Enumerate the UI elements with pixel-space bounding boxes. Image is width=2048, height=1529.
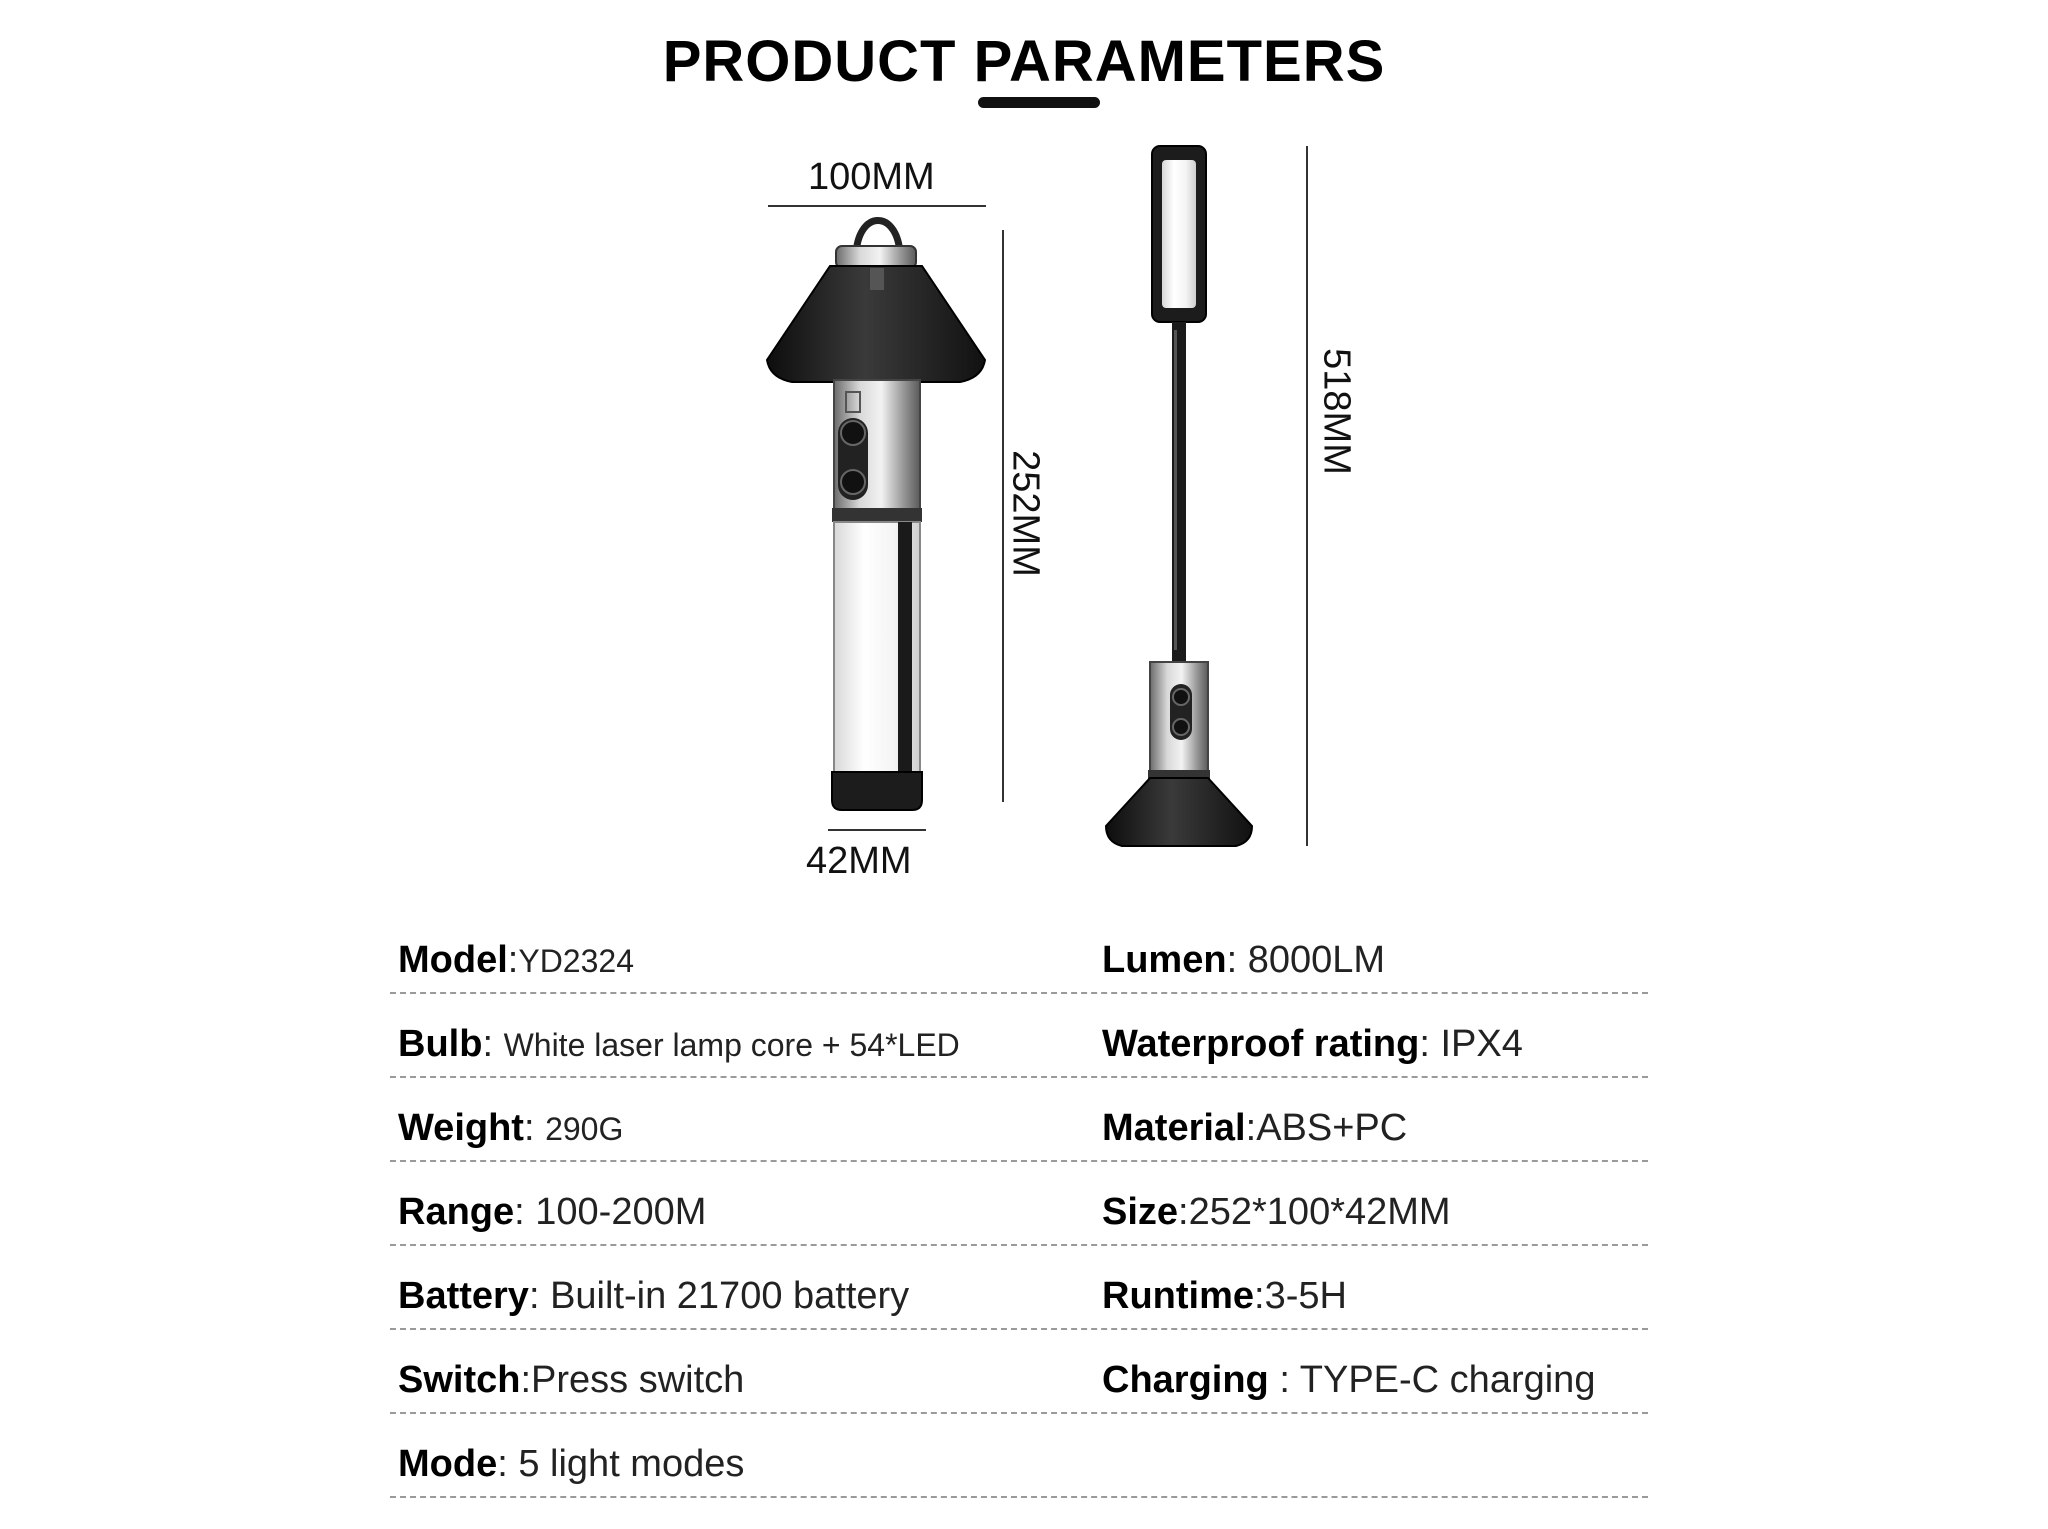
spec-value: 8000LM bbox=[1247, 939, 1386, 981]
spec-item bbox=[398, 1359, 744, 1402]
spec-table bbox=[390, 910, 1648, 1498]
spec-value: White laser lamp core + 54*LED bbox=[503, 1027, 960, 1063]
spec-label: Switch bbox=[398, 1359, 521, 1401]
spec-label: Material bbox=[1102, 1107, 1246, 1149]
spec-row bbox=[390, 1078, 1648, 1162]
spec-value: 252*100*42MM bbox=[1188, 1191, 1451, 1233]
spec-label: Weight bbox=[398, 1107, 524, 1149]
spec-separator: : bbox=[523, 1107, 546, 1149]
spec-separator: : bbox=[482, 1023, 504, 1065]
spec-label: Waterproof rating bbox=[1102, 1023, 1420, 1065]
spec-label: Lumen bbox=[1102, 939, 1227, 981]
spec-item bbox=[398, 1443, 744, 1486]
spec-label: Model bbox=[398, 939, 508, 981]
spec-separator: : bbox=[507, 939, 519, 981]
spec-separator: : bbox=[528, 1275, 551, 1317]
spec-separator: : bbox=[497, 1443, 519, 1485]
spec-separator: : bbox=[1178, 1191, 1189, 1233]
spec-label: Size bbox=[1102, 1191, 1179, 1233]
spec-value: TYPE-C charging bbox=[1299, 1359, 1596, 1401]
spec-item bbox=[398, 1191, 706, 1234]
spec-label: Range bbox=[398, 1191, 515, 1233]
page-title: PRODUCT PARAMETERS bbox=[662, 29, 1386, 94]
spec-value: 5 light modes bbox=[518, 1443, 745, 1485]
spec-label: Mode bbox=[398, 1443, 498, 1485]
dim-width-top-label: 100MM bbox=[808, 156, 935, 198]
dim-height-folded-label: 252MM bbox=[1004, 450, 1047, 577]
spec-value: 100-200M bbox=[535, 1191, 707, 1233]
spec-item bbox=[398, 1023, 960, 1066]
spec-item bbox=[1102, 1359, 1595, 1402]
spec-separator: : bbox=[1245, 1107, 1257, 1149]
spec-row bbox=[390, 994, 1648, 1078]
spec-item bbox=[398, 1107, 623, 1150]
spec-item bbox=[1102, 1023, 1523, 1066]
spec-label: Battery bbox=[398, 1275, 529, 1317]
spec-value: 290G bbox=[545, 1111, 624, 1147]
extended-lamp bbox=[1106, 146, 1252, 846]
spec-label: Runtime bbox=[1102, 1275, 1254, 1317]
spec-separator: : bbox=[1254, 1275, 1265, 1317]
spec-row bbox=[390, 910, 1648, 994]
spec-value: Press switch bbox=[531, 1359, 745, 1401]
spec-label: Charging bbox=[1102, 1359, 1269, 1401]
spec-separator: : bbox=[1419, 1023, 1441, 1065]
spec-value: Built-in 21700 battery bbox=[550, 1275, 910, 1317]
spec-separator: : bbox=[1226, 939, 1248, 981]
dim-width-bottom-label: 42MM bbox=[806, 840, 912, 882]
spec-item bbox=[398, 939, 634, 982]
spec-value: IPX4 bbox=[1440, 1023, 1523, 1065]
spec-value: 3-5H bbox=[1264, 1275, 1347, 1317]
spec-item bbox=[1102, 1275, 1347, 1318]
spec-row bbox=[390, 1414, 1648, 1498]
spec-item bbox=[1102, 939, 1385, 982]
dim-height-extended-label: 518MM bbox=[1315, 348, 1358, 475]
spec-value: ABS+PC bbox=[1256, 1107, 1408, 1149]
spec-row bbox=[390, 1246, 1648, 1330]
spec-item bbox=[1102, 1107, 1407, 1150]
spec-separator: : bbox=[514, 1191, 536, 1233]
spec-item bbox=[398, 1275, 909, 1318]
spec-label: Bulb bbox=[398, 1023, 483, 1065]
spec-separator: : bbox=[520, 1359, 532, 1401]
spec-item bbox=[1102, 1191, 1451, 1234]
folded-lamp bbox=[767, 221, 985, 811]
spec-value: YD2324 bbox=[518, 943, 634, 979]
spec-row bbox=[390, 1162, 1648, 1246]
spec-row bbox=[390, 1330, 1648, 1414]
spec-separator: : bbox=[1268, 1359, 1300, 1401]
